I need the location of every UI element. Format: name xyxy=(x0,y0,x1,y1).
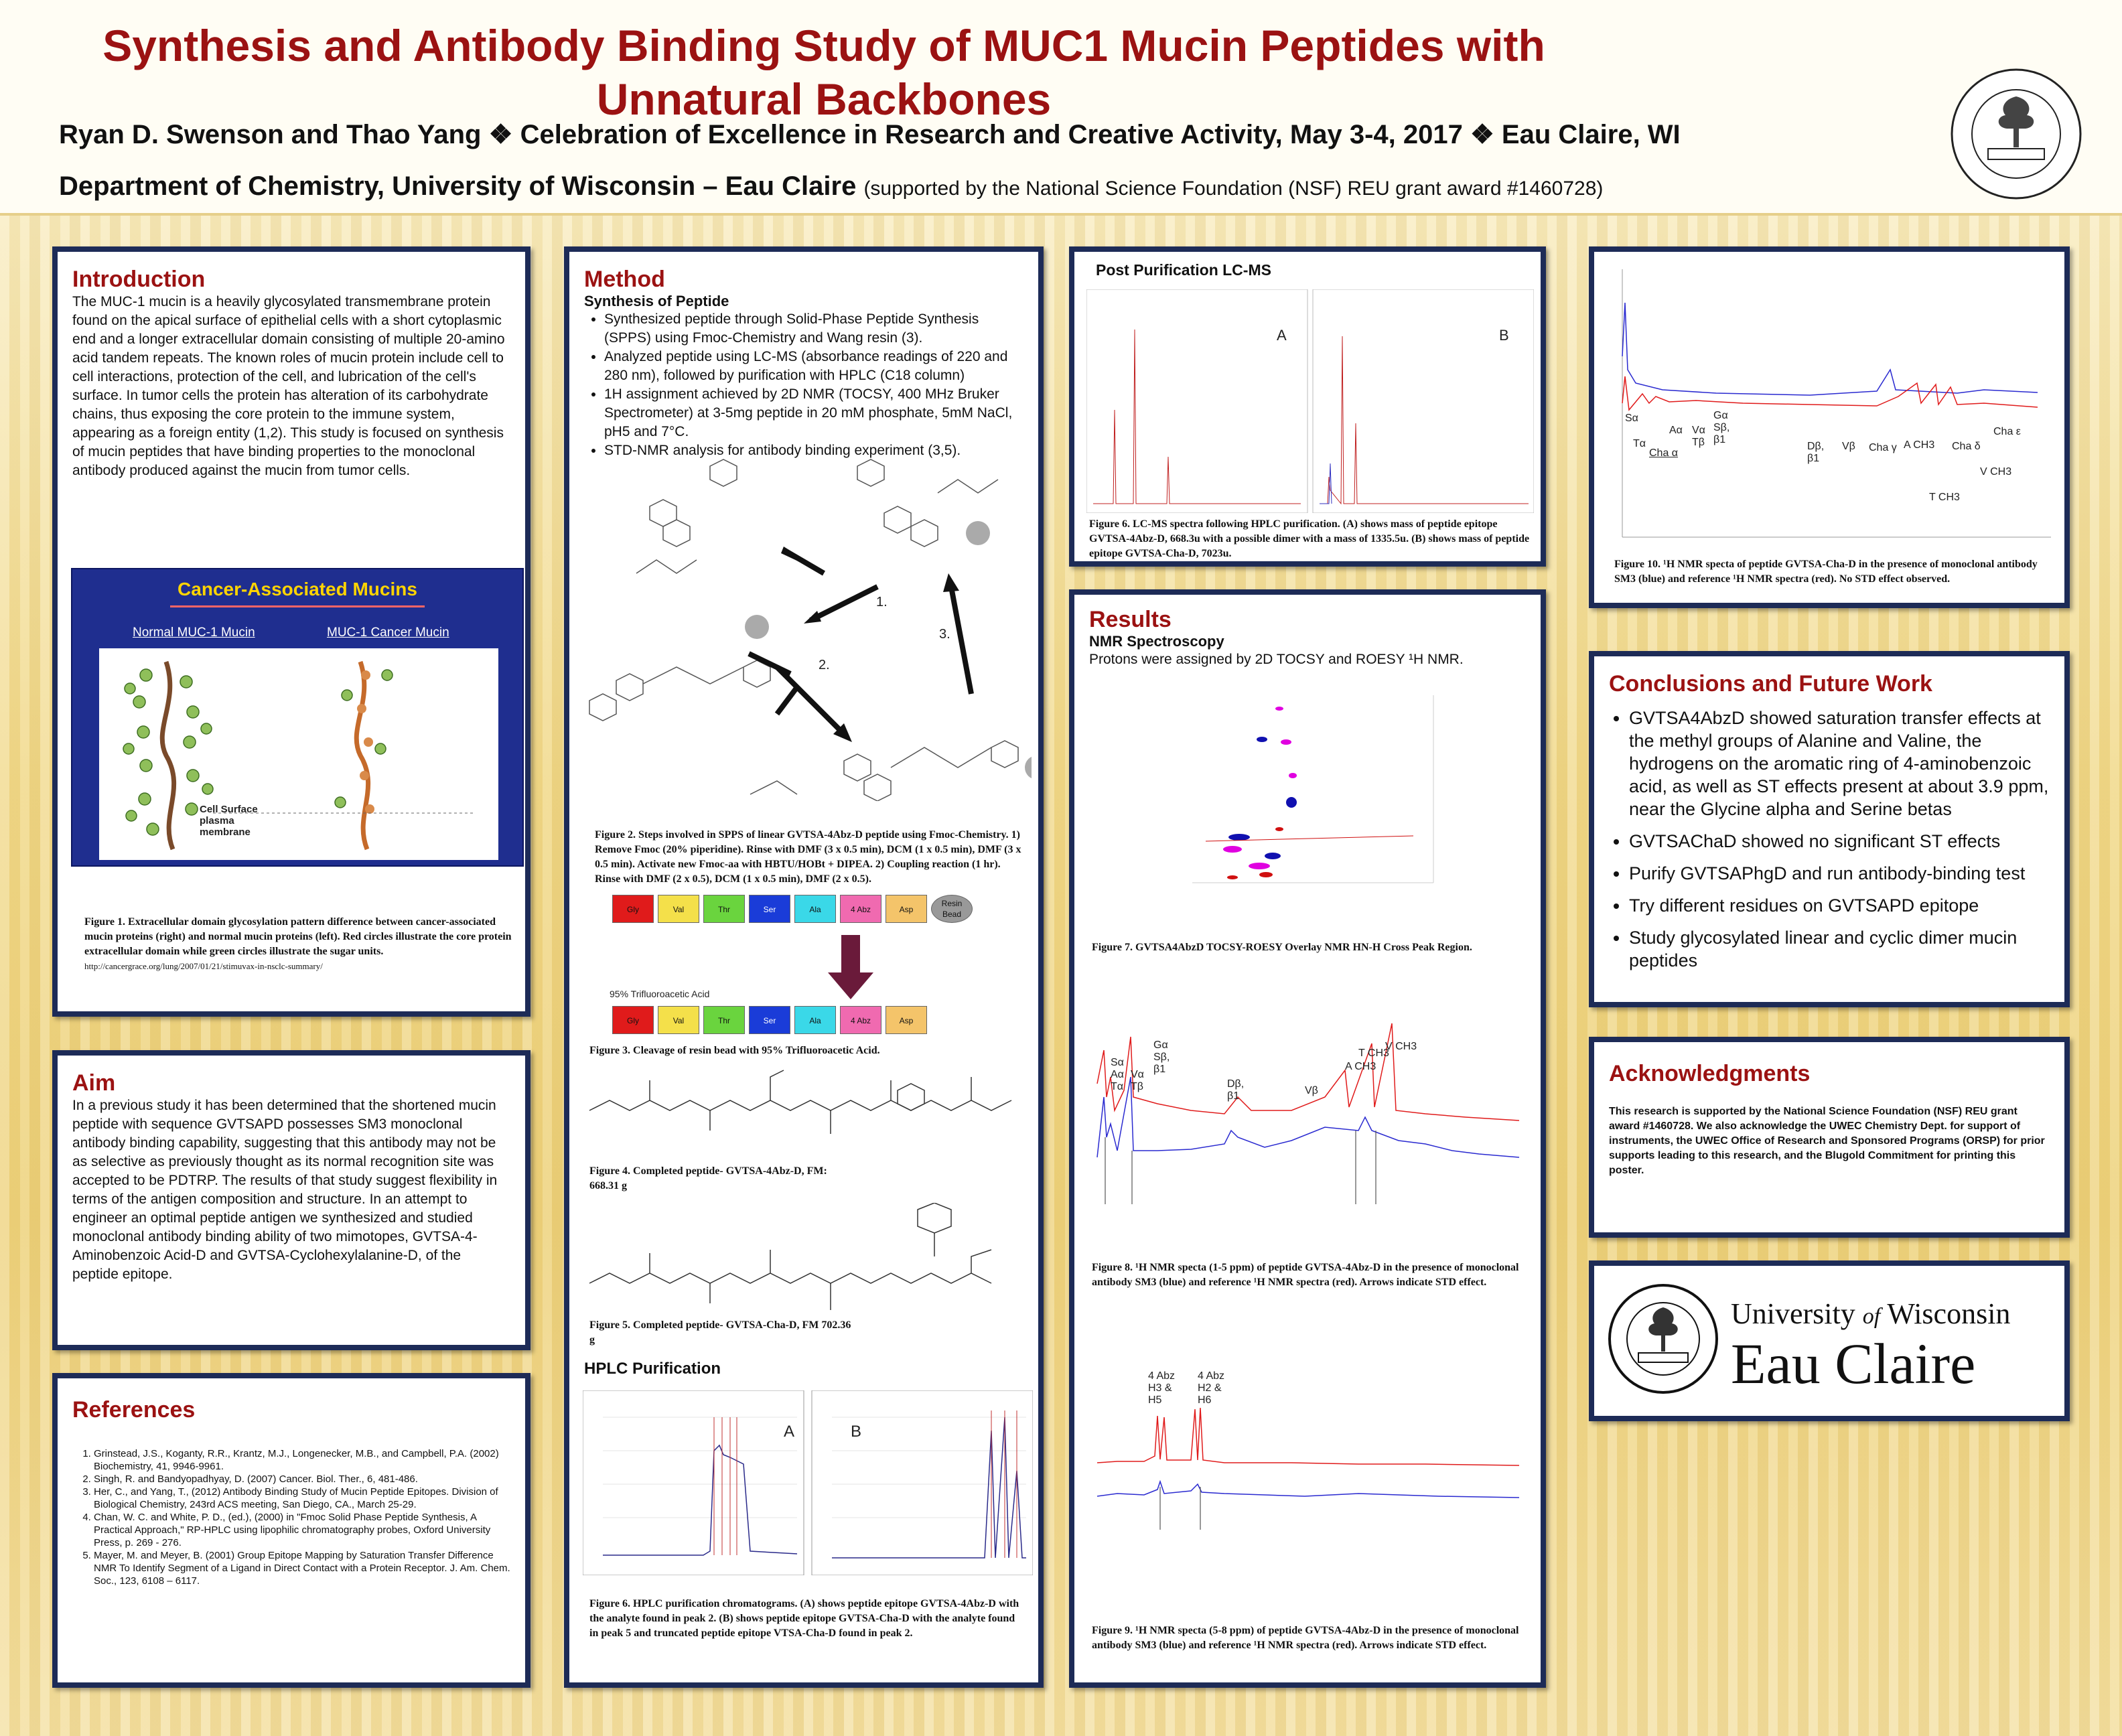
nmr-cha-spectrum xyxy=(1609,263,2058,551)
residue-chip: Gly xyxy=(612,895,654,923)
poster-header xyxy=(0,0,2122,216)
fig10-label-chae: Cha ε xyxy=(1993,426,2021,437)
residue-chip: 4 Abz xyxy=(840,1006,881,1034)
fig8-label-va xyxy=(1131,1069,1144,1093)
fig9-label: 4 Abz xyxy=(1198,1370,1225,1382)
acknowledgments-panel xyxy=(1589,1037,2070,1238)
residue-chip: Ser xyxy=(749,1006,790,1034)
fig10-label: β1 xyxy=(1713,434,1726,445)
poster-authors: Ryan D. Swenson and Thao Yang ❖ Celebration of Excellence in Research and Creative Activity, May 3-4, 2017 ❖ Eau Claire, WI xyxy=(59,120,1681,149)
fig10-label: Dβ, xyxy=(1807,441,1825,452)
fig8-label: Dβ, xyxy=(1227,1078,1245,1090)
lcms-panel xyxy=(1069,246,1546,567)
residue-chip: Thr xyxy=(703,895,745,923)
poster-department xyxy=(59,171,1603,202)
method-bullet: • Analyzed peptide using LC-MS (absorbance readings of 220 and 280 nm), followed by purification with HPLC (C18 column) xyxy=(604,348,1023,385)
department-name: Department of Chemistry, University of Wisconsin – Eau Claire xyxy=(59,171,857,201)
cancer-mucins-figure xyxy=(71,568,524,867)
fig8-label-ach3: A CH3 xyxy=(1345,1061,1376,1072)
reference-item: 2. Singh, R. and Bandyopadhyay, D. (2007) Cancer. Biol. Ther., 6, 481-486. xyxy=(94,1473,510,1486)
cancer-mucin-label: MUC-1 Cancer Mucin xyxy=(327,626,449,640)
tocsy-roesy-overlay xyxy=(1192,695,1447,910)
introduction-panel xyxy=(52,246,530,1017)
fig10-label: Vα xyxy=(1692,425,1705,436)
university-seal-icon xyxy=(1606,1282,1720,1396)
logo-line2: Eau Claire xyxy=(1731,1331,1976,1396)
fig8-label: Tα xyxy=(1111,1081,1124,1092)
fig8-label-db xyxy=(1227,1078,1244,1102)
residue-chip: Asp xyxy=(886,895,927,923)
fig10-label-db xyxy=(1807,441,1824,465)
fig8-label: β1 xyxy=(1153,1064,1166,1075)
fig10-label-tch3: T CH3 xyxy=(1929,492,1960,503)
peptide-gvtsa-4abz-d-structure xyxy=(583,1064,1032,1151)
poster-title: Synthesis and Antibody Binding Study of MUC1 Mucin Peptides with Unnatural Backbones xyxy=(102,21,1545,124)
figure10-caption: Figure 10. ¹H NMR specta of peptide GVTSA-Cha-D in the presence of monoclonal antibody SM3 (blue) and reference ¹H NMR spectra (red). No STD effect observed. xyxy=(1614,559,2038,585)
fig10-label-va xyxy=(1692,425,1705,449)
fig8-label: Sα xyxy=(1111,1057,1124,1068)
fig9-label: H6 xyxy=(1198,1394,1212,1406)
figure1-caption xyxy=(84,915,513,974)
fig10-label: Tβ xyxy=(1692,437,1705,448)
residue-chip: Ala xyxy=(794,895,836,923)
logo-wordmark xyxy=(1731,1298,2010,1394)
residue-chip: Val xyxy=(658,895,699,923)
figure7-caption: Figure 7. GVTSA4AbzD TOCSY-ROESY Overlay NMR HN-H Cross Peak Region. xyxy=(1092,942,1472,953)
acknowledgments-title: Acknowledgments xyxy=(1609,1061,1811,1086)
results-title: Results xyxy=(1089,607,1172,632)
logo-of: of xyxy=(1862,1304,1881,1329)
lcms-caption: Figure 6. LC-MS spectra following HPLC purification. (A) shows mass of peptide epitope GVTSA-4Abz-D, 668.3u with a possible dimer with a mass of 1335.5u. (B) shows mass of peptide epitope GVTSA-Cha-D, 7023u. xyxy=(1089,518,1530,559)
reference-item: 3. Her, C., and Yang, T., (2012) Antibody Binding Study of Mucin Peptide Epitopes. Division of Biological Chemistry, 243rd ACS meeting, San Diego, CA., March 25-29. xyxy=(94,1486,510,1511)
figure1-caption-text: Figure 1. Extracellular domain glycosylation pattern difference between cancer-associated mucin proteins (right) and normal mucin proteins (left). Red circles illustrate the core protein extracellular domain while green circles illustrate the sugar units. xyxy=(84,916,512,957)
figure4-caption: Figure 4. Completed peptide- GVTSA-4Abz-D, FM: 668.31 g xyxy=(589,1165,827,1191)
conclusion-item: • GVTSA4AbzD showed saturation transfer effects at the methyl groups of Alanine and Valine, the hydrogens on the aromatic ring of 4-aminobenzoic acid, as well as ST effects present at about 3.9 ppm, near the Glycine alpha and Serine betas xyxy=(1629,707,2050,820)
fig10-label-chaa: Cha α xyxy=(1649,447,1679,459)
lcms-a-label: A xyxy=(1277,327,1287,344)
residue-chip: Val xyxy=(658,1006,699,1034)
fig8-label-vb: Vβ xyxy=(1305,1085,1318,1096)
step-2-label: 2. xyxy=(819,658,830,672)
figure5-caption: Figure 5. Completed peptide- GVTSA-Cha-D, FM 702.36 g xyxy=(589,1319,851,1346)
residue-chip: Asp xyxy=(886,1006,927,1034)
mucin-illustration xyxy=(99,648,498,860)
residue-chip: Gly xyxy=(612,1006,654,1034)
fig8-label-tch3: T CH3 xyxy=(1358,1047,1389,1059)
results-subtitle: NMR Spectroscopy xyxy=(1089,633,1224,650)
hplc-a-label: A xyxy=(784,1423,795,1441)
membrane-label: Cell Surface plasma membrane xyxy=(200,804,258,838)
hplc-chromatograms xyxy=(583,1390,1033,1575)
fig8-label-sa xyxy=(1111,1057,1124,1093)
step-3-label: 3. xyxy=(939,627,950,642)
fig8-label: Sβ, xyxy=(1153,1052,1170,1063)
fig10-label-ga xyxy=(1713,410,1729,446)
lcms-title: Post Purification LC-MS xyxy=(1096,261,1271,279)
residue-chip: Ser xyxy=(749,895,790,923)
figure-title-underline xyxy=(170,605,425,607)
nmr-5-8ppm-spectrum xyxy=(1090,1335,1533,1536)
peptide-gvtsa-cha-d-structure xyxy=(583,1203,1032,1323)
reference-item: 1. Grinstead, J.S., Koganty, R.R., Krantz, M.J., Longenecker, M.B., and Campbell, P.A. (2002) Biochemistry, 41, 9946-9961. xyxy=(94,1447,510,1473)
fig8-label-vch3: V CH3 xyxy=(1385,1041,1417,1052)
aim-title: Aim xyxy=(72,1070,116,1096)
step-1-label: 1. xyxy=(876,595,888,609)
fig10-label-vch3: V CH3 xyxy=(1980,466,2012,478)
fig10-label-chag: Cha γ xyxy=(1869,442,1897,453)
fig8-label-ga xyxy=(1153,1039,1170,1076)
fig8-label: Tβ xyxy=(1131,1081,1143,1092)
aim-text: In a previous study it has been determined that the shortened mucin peptide with sequence GVTSAPD possesses SM3 monoclonal antibody binding capability, suggesting that this antibody may not be as selective as previously thought as its normal recognition site was accepted to be PDTRP. The results of that study suggest flexibility in terms of the antigen composition and structure. In an attempt to engineer an optimal peptide antigen we synthesized and studied monoclonal antibody binding ability of two mimotopes, GVTSA-4-Aminobenzoic Acid-D and GVTSA-Cyclohexylalanine-D, of the peptide epitope. xyxy=(72,1098,498,1282)
normal-mucin-label: Normal MUC-1 Mucin xyxy=(133,626,255,640)
lcms-spectra xyxy=(1086,289,1534,513)
fig9-label-h2h6 xyxy=(1198,1370,1224,1406)
references-list xyxy=(72,1447,510,1587)
logo-university: University xyxy=(1731,1297,1863,1330)
introduction-text: The MUC-1 mucin is a heavily glycosylated transmembrane protein found on the apical surface of epithelial cells with a short cytoplasmic end and a longer extracellular domain consisting of multiple 20-amino acid tandem repeats. The known roles of mucin protein include cell to cell interactions, protection of the cell, and lubrication of the cell's surface. In tumor cells the protein has alteration of its carbohydrate chains, thus exposing the core protein to the immune system, appearing as a foreign entity (1,2). This study is focused on synthesis of mucin peptides that have binding properties to the monoclonal antibody produced against the mucin from tumor cells. xyxy=(72,294,505,478)
fig10-label: Sβ, xyxy=(1713,422,1730,433)
spps-scheme-diagram xyxy=(576,453,1032,801)
logo-wisconsin: Wisconsin xyxy=(1880,1297,2011,1330)
resin-bead-row xyxy=(612,895,1028,923)
conclusion-item: • Purify GVTSAPhgD and run antibody-binding test xyxy=(1629,862,2050,885)
conclusion-item: • GVTSAChaD showed no significant ST effects xyxy=(1629,830,2050,853)
fig10-label-sa: Sα xyxy=(1625,413,1638,424)
method-title: Method xyxy=(584,267,665,292)
fig9-label: H2 & xyxy=(1198,1382,1222,1394)
residue-chip: Ala xyxy=(794,1006,836,1034)
method-bullets xyxy=(584,310,1023,460)
fig9-label: H5 xyxy=(1148,1394,1162,1406)
fig8-label: β1 xyxy=(1227,1090,1240,1102)
method-subtitle: Synthesis of Peptide xyxy=(584,293,729,309)
hplc-title: HPLC Purification xyxy=(584,1360,721,1378)
figure1-caption-url: http://cancergrace.org/lung/2007/01/21/stimuvax-in-nsclc-summary/ xyxy=(84,961,323,971)
method-bullet: • STD-NMR analysis for antibody binding experiment (3,5). xyxy=(604,441,1023,460)
figure9-caption: Figure 9. ¹H NMR specta (5-8 ppm) of peptide GVTSA-4Abz-D in the presence of monoclonal antibody SM3 (blue) and reference ¹H NMR spectra (red). Arrows indicate STD effect. xyxy=(1092,1625,1519,1651)
method-bullet: • Synthesized peptide through Solid-Phase Peptide Synthesis (SPPS) using Fmoc-Chemistry and Wang resin (3). xyxy=(604,310,1023,348)
conclusion-item: • Study glycosylated linear and cyclic dimer mucin peptides xyxy=(1629,926,2050,972)
support-note: (supported by the National Science Foundation (NSF) REU grant award #1460728) xyxy=(863,177,1604,200)
residue-chip: Thr xyxy=(703,1006,745,1034)
aim-panel xyxy=(52,1050,530,1350)
fig9-label: 4 Abz xyxy=(1148,1370,1176,1382)
logo-line1 xyxy=(1731,1298,2010,1333)
results-panel xyxy=(1069,589,1546,1688)
fig9-label: H3 & xyxy=(1148,1382,1172,1394)
method-panel xyxy=(564,246,1044,1688)
conclusion-item: • Try different residues on GVTSAPD epitope xyxy=(1629,894,2050,917)
fig9-label-h3h5 xyxy=(1148,1370,1175,1406)
residue-chip: 4 Abz xyxy=(840,895,881,923)
figure8-caption: Figure 8. ¹H NMR specta (1-5 ppm) of peptide GVTSA-4Abz-D in the presence of monoclonal antibody SM3 (blue) and reference ¹H NMR spectra (red). Arrows indicate STD effect. xyxy=(1092,1262,1519,1288)
hplc-caption: Figure 6. HPLC purification chromatograms. (A) shows peptide epitope GVTSA-4Abz-D with the analyte found in peak 2. (B) shows peptide epitope GVTSA-Cha-D with the analyte found in peak 5 and truncated peptide epitope VTSA-Cha-D found in peak 2. xyxy=(589,1598,1019,1639)
acknowledgments-text: This research is supported by the National Science Foundation (NSF) REU grant award #1460728. We also acknowledge the UWEC Chemistry Dept. for support of instruments, the UWEC Office of Research and Sponsored Programs (ORSP) for prior supports leading to this research, and the Blugold Commitment for printing this poster. xyxy=(1609,1106,2045,1176)
fig10-label-vb: Vβ xyxy=(1842,441,1855,452)
results-text: Protons were assigned by 2D TOCSY and ROESY ¹H NMR. xyxy=(1089,652,1464,667)
fig8-label: Gα xyxy=(1153,1039,1168,1051)
nmr-1-5ppm-spectrum xyxy=(1090,997,1533,1224)
cleaved-peptide-row xyxy=(612,1006,1028,1034)
university-seal-icon xyxy=(1949,67,2083,201)
resin-bead: Resin Bead xyxy=(931,895,973,923)
fig8-label: Aα xyxy=(1111,1069,1124,1080)
conclusions-title: Conclusions and Future Work xyxy=(1609,671,1932,697)
introduction-title: Introduction xyxy=(72,267,206,292)
figure2-caption: Figure 2. Steps involved in SPPS of linear GVTSA-4Abz-D peptide using Fmoc-Chemistry. 1) Remove Fmoc (20% piperidine). Rinse with DMF (3 x 0.5 min), DCM (1 x 0.5 min), DMF (3 x 0.5 min). Activate new Fmoc-aa with HBTU/HOBt + DIPEA. 2) Coupling reaction (1 hr). Rinse with DMF (2 x 0.5), DCM (1 x 0.5 min), DMF (2 x 0.5). xyxy=(595,829,1021,885)
reference-item: 4. Chan, W. C. and White, P. D., (ed.), (2000) in "Fmoc Solid Phase Peptide Synthesis, A Practical Approach," RP-HPLC using lipophilic chromatography probes, Oxford University Press, p. 269 - 276. xyxy=(94,1511,510,1549)
lcms-b-label: B xyxy=(1499,327,1509,344)
fig10-label-ach3: A CH3 xyxy=(1904,439,1935,451)
fig10-label-aa: Aα xyxy=(1669,425,1683,436)
conclusions-panel xyxy=(1589,651,2070,1007)
university-logo-panel xyxy=(1589,1260,2070,1421)
cleavage-arrow-icon xyxy=(824,935,877,1002)
fig10-label: β1 xyxy=(1807,453,1820,464)
fig8-label: Vα xyxy=(1131,1069,1144,1080)
hplc-b-label: B xyxy=(851,1423,862,1441)
fig10-label-chad: Cha δ xyxy=(1952,441,1981,452)
reference-item: 5. Mayer, M. and Meyer, B. (2001) Group Epitope Mapping by Saturation Transfer Difference NMR To Identify Segment of a Ligand in Direct Contact with a Protein Receptor. J. Am. Chem. Soc., 123, 6108 – 6117. xyxy=(94,1549,510,1587)
figure-title: Cancer-Associated Mucins xyxy=(178,579,417,599)
figure10-panel xyxy=(1589,246,2070,608)
fig10-label-ta: Tα xyxy=(1633,438,1646,449)
figure3-caption: Figure 3. Cleavage of resin bead with 95% Trifluoroacetic Acid. xyxy=(589,1045,880,1056)
conclusions-list xyxy=(1609,707,2050,972)
method-bullet: • 1H assignment achieved by 2D NMR (TOCSY, 400 MHz Bruker Spectrometer) at 3-5mg peptide in 20 mM phosphate, 5mM NaCl, pH5 and 7°C. xyxy=(604,385,1023,441)
references-panel xyxy=(52,1373,530,1688)
references-title: References xyxy=(72,1397,196,1423)
tfa-label: 95% Trifluoroacetic Acid xyxy=(610,989,710,999)
fig10-label: Gα xyxy=(1713,410,1728,421)
